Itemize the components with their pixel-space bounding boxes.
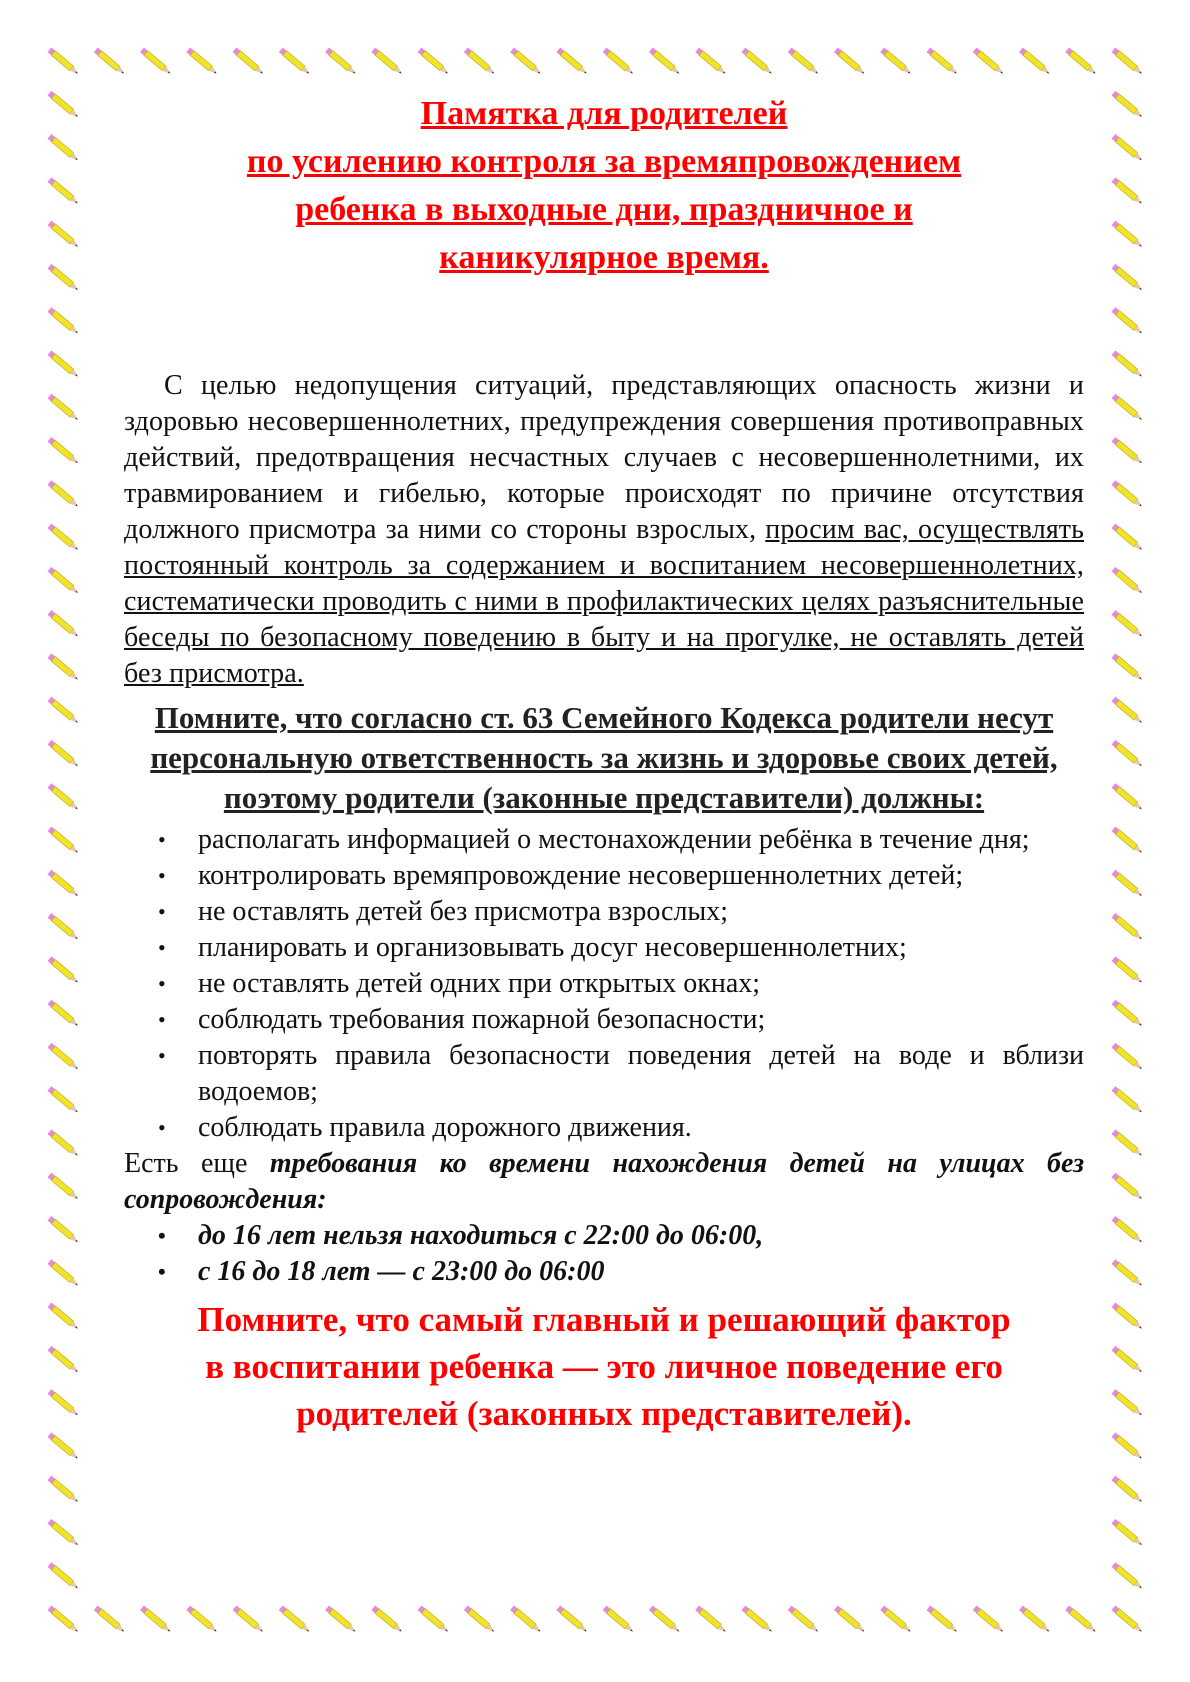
- pencil-icon: [1112, 1259, 1144, 1287]
- pencil-icon: [556, 1605, 588, 1633]
- pencil-icon: [1112, 307, 1144, 335]
- pencil-icon: [1112, 1303, 1144, 1331]
- pencil-icon: [94, 47, 126, 75]
- pencil-icon: [140, 47, 172, 75]
- pencil-icon: [1112, 1432, 1144, 1460]
- pencil-icon: [48, 221, 80, 249]
- pencil-icon: [48, 1476, 80, 1504]
- pencil-icon: [695, 47, 727, 75]
- pencil-icon: [48, 1562, 80, 1590]
- pencil-icon: [48, 480, 80, 508]
- pencil-icon: [649, 1605, 681, 1633]
- pencil-icon: [1112, 264, 1144, 292]
- pencil-icon: [1112, 1129, 1144, 1157]
- curfew-item: • с 16 до 18 лет — с 23:00 до 06:00: [124, 1254, 1084, 1290]
- memo-content: [124, 90, 1084, 1437]
- pencil-icon: [1112, 1086, 1144, 1114]
- pencil-icon: [1112, 567, 1144, 595]
- pencil-icon: [48, 567, 80, 595]
- pencil-icon: [48, 91, 80, 119]
- pencil-icon: [48, 610, 80, 638]
- pencil-icon: [973, 1605, 1005, 1633]
- pencil-icon: [1112, 350, 1144, 378]
- pencil-icon: [48, 307, 80, 335]
- pencil-icon: [834, 1605, 866, 1633]
- pencil-icon: [1112, 480, 1144, 508]
- pencil-icon: [603, 47, 635, 75]
- pencil-icon: [48, 1346, 80, 1374]
- pencil-icon: [48, 134, 80, 162]
- duty-item: • соблюдать правила дорожного движения.: [124, 1110, 1084, 1146]
- final-line: в воспитании ребенка — это личное поведение его: [205, 1347, 1003, 1386]
- pencil-icon: [48, 956, 80, 984]
- title-line: Памятка для родителей: [420, 95, 788, 132]
- title-line: каникулярное время.: [439, 239, 769, 276]
- pencil-icon: [1112, 134, 1144, 162]
- pencil-icon: [1019, 1605, 1051, 1633]
- pencil-icon: [1112, 783, 1144, 811]
- pencil-icon: [48, 524, 80, 552]
- pencil-icon: [556, 47, 588, 75]
- pencil-icon: [371, 1605, 403, 1633]
- pencil-icon: [1112, 610, 1144, 638]
- final-line: родителей (законных представителей).: [296, 1394, 912, 1433]
- duty-item: • контролировать времяпровождение несовершеннолетних детей;: [124, 858, 1084, 894]
- pencil-icon: [741, 1605, 773, 1633]
- pencil-icon: [186, 1605, 218, 1633]
- pencil-icon: [48, 653, 80, 681]
- pencil-icon: [1112, 913, 1144, 941]
- pencil-icon: [233, 47, 265, 75]
- pencil-icon: [1112, 1173, 1144, 1201]
- pencil-icon: [1112, 1562, 1144, 1590]
- duty-item: • не оставлять детей одних при открытых окнах;: [124, 966, 1084, 1002]
- pencil-icon: [1112, 1605, 1144, 1633]
- pencil-icon: [464, 47, 496, 75]
- pencil-icon: [140, 1605, 172, 1633]
- pencil-icon: [48, 47, 80, 75]
- pencil-icon: [1112, 870, 1144, 898]
- pencil-icon: [926, 1605, 958, 1633]
- pencil-icon: [741, 47, 773, 75]
- pencil-icon: [48, 826, 80, 854]
- pencil-icon: [1112, 1216, 1144, 1244]
- pencil-icon: [48, 697, 80, 725]
- pencil-icon: [233, 1605, 265, 1633]
- pencil-icon: [418, 47, 450, 75]
- intro-underlined-request: просим вас, осуществлять постоянный контроль за содержанием и воспитанием несовершеннолетних, систематически проводить с ними в профилактических целях разъяснительные беседы по безопасному поведению в быту и на прогулке, не оставлять детей без присмотра.: [124, 514, 1085, 689]
- pencil-icon: [48, 264, 80, 292]
- pencil-icon: [1112, 524, 1144, 552]
- family-code-reminder: Помните, что согласно ст. 63 Семейного Кодекса родители несут персональную ответственность за жизнь и здоровье своих детей, поэтому родители (законные представители) должны:: [150, 700, 1058, 815]
- pencil-icon: [48, 177, 80, 205]
- pencil-icon: [48, 1432, 80, 1460]
- memo-title: [124, 90, 1084, 282]
- pencil-icon: [834, 47, 866, 75]
- pencil-icon: [48, 350, 80, 378]
- pencil-icon: [371, 47, 403, 75]
- pencil-icon: [48, 740, 80, 768]
- pencil-icon: [186, 47, 218, 75]
- pencil-icon: [973, 47, 1005, 75]
- duty-item: • повторять правила безопасности поведения детей на воде и вблизи водоемов;: [124, 1038, 1084, 1110]
- pencil-icon: [1112, 826, 1144, 854]
- parent-duties-list: [124, 822, 1084, 1146]
- final-line: Помните, что самый главный и решающий фактор: [197, 1300, 1011, 1339]
- pencil-icon: [48, 1605, 80, 1633]
- pencil-icon: [1065, 1605, 1097, 1633]
- intro-paragraph: [124, 368, 1084, 692]
- pencil-icon: [48, 783, 80, 811]
- pencil-icon: [926, 47, 958, 75]
- pencil-icon: [788, 1605, 820, 1633]
- title-line: по усилению контроля за времяпровождением: [246, 143, 962, 180]
- pencil-icon: [48, 1389, 80, 1417]
- pencil-icon: [1112, 1000, 1144, 1028]
- duty-item: • не оставлять детей без присмотра взрослых;: [124, 894, 1084, 930]
- duty-item: • соблюдать требования пожарной безопасности;: [124, 1002, 1084, 1038]
- pencil-icon: [1112, 177, 1144, 205]
- pencil-icon: [48, 394, 80, 422]
- pencil-icon: [48, 1129, 80, 1157]
- duty-item: • планировать и организовывать досуг несовершеннолетних;: [124, 930, 1084, 966]
- pencil-icon: [48, 1086, 80, 1114]
- pencil-icon: [1019, 47, 1051, 75]
- pencil-icon: [880, 47, 912, 75]
- pencil-icon: [48, 1259, 80, 1287]
- curfew-list: [124, 1218, 1084, 1290]
- pencil-icon: [48, 1216, 80, 1244]
- pencil-icon: [279, 47, 311, 75]
- pencil-icon: [279, 1605, 311, 1633]
- pencil-icon: [1112, 1389, 1144, 1417]
- pencil-icon: [48, 1519, 80, 1547]
- pencil-icon: [695, 1605, 727, 1633]
- pencil-icon: [1112, 1346, 1144, 1374]
- pencil-icon: [1112, 221, 1144, 249]
- pencil-icon: [48, 1000, 80, 1028]
- pencil-icon: [1112, 1519, 1144, 1547]
- pencil-icon: [510, 47, 542, 75]
- time-requirements-text: [124, 1146, 1084, 1218]
- pencil-icon: [1112, 47, 1144, 75]
- pencil-icon: [788, 47, 820, 75]
- pencil-icon: [1065, 47, 1097, 75]
- pencil-icon: [48, 1303, 80, 1331]
- pencil-icon: [603, 1605, 635, 1633]
- pencil-icon: [464, 1605, 496, 1633]
- pencil-icon: [1112, 394, 1144, 422]
- pencil-icon: [48, 870, 80, 898]
- time-requirements-emphasis: требования ко времени нахождения детей на улицах без сопровождения:: [124, 1148, 1084, 1215]
- pencil-icon: [48, 1173, 80, 1201]
- curfew-item: • до 16 лет нельзя находиться с 22:00 до 06:00,: [124, 1218, 1084, 1254]
- duty-item: • располагать информацией о местонахождении ребёнка в течение дня;: [124, 822, 1084, 858]
- pencil-icon: [1112, 653, 1144, 681]
- time-requirements-lead: Есть еще: [124, 1148, 270, 1179]
- pencil-icon: [510, 1605, 542, 1633]
- pencil-icon: [48, 913, 80, 941]
- pencil-icon: [649, 47, 681, 75]
- pencil-icon: [48, 437, 80, 465]
- pencil-icon: [880, 1605, 912, 1633]
- pencil-icon: [1112, 740, 1144, 768]
- title-line: ребенка в выходные дни, праздничное и: [295, 191, 913, 228]
- pencil-icon: [325, 47, 357, 75]
- intro-text: С целью недопущения ситуаций, представляющих опасность жизни и здоровью несовершеннолетних, предупреждения совершения противоправных действий, предотвращения несчастных случаев с несовершеннолетними, их травмированием и гибелью, которые происходят по причине отсутствия должного присмотра за ними со стороны взрослых,: [124, 370, 1084, 545]
- pencil-icon: [1112, 697, 1144, 725]
- pencil-icon: [1112, 91, 1144, 119]
- pencil-icon: [94, 1605, 126, 1633]
- pencil-icon: [1112, 437, 1144, 465]
- pencil-icon: [1112, 1476, 1144, 1504]
- pencil-icon: [48, 1043, 80, 1071]
- pencil-icon: [325, 1605, 357, 1633]
- final-reminder: [124, 1296, 1084, 1437]
- pencil-icon: [1112, 956, 1144, 984]
- pencil-icon: [418, 1605, 450, 1633]
- pencil-icon: [1112, 1043, 1144, 1071]
